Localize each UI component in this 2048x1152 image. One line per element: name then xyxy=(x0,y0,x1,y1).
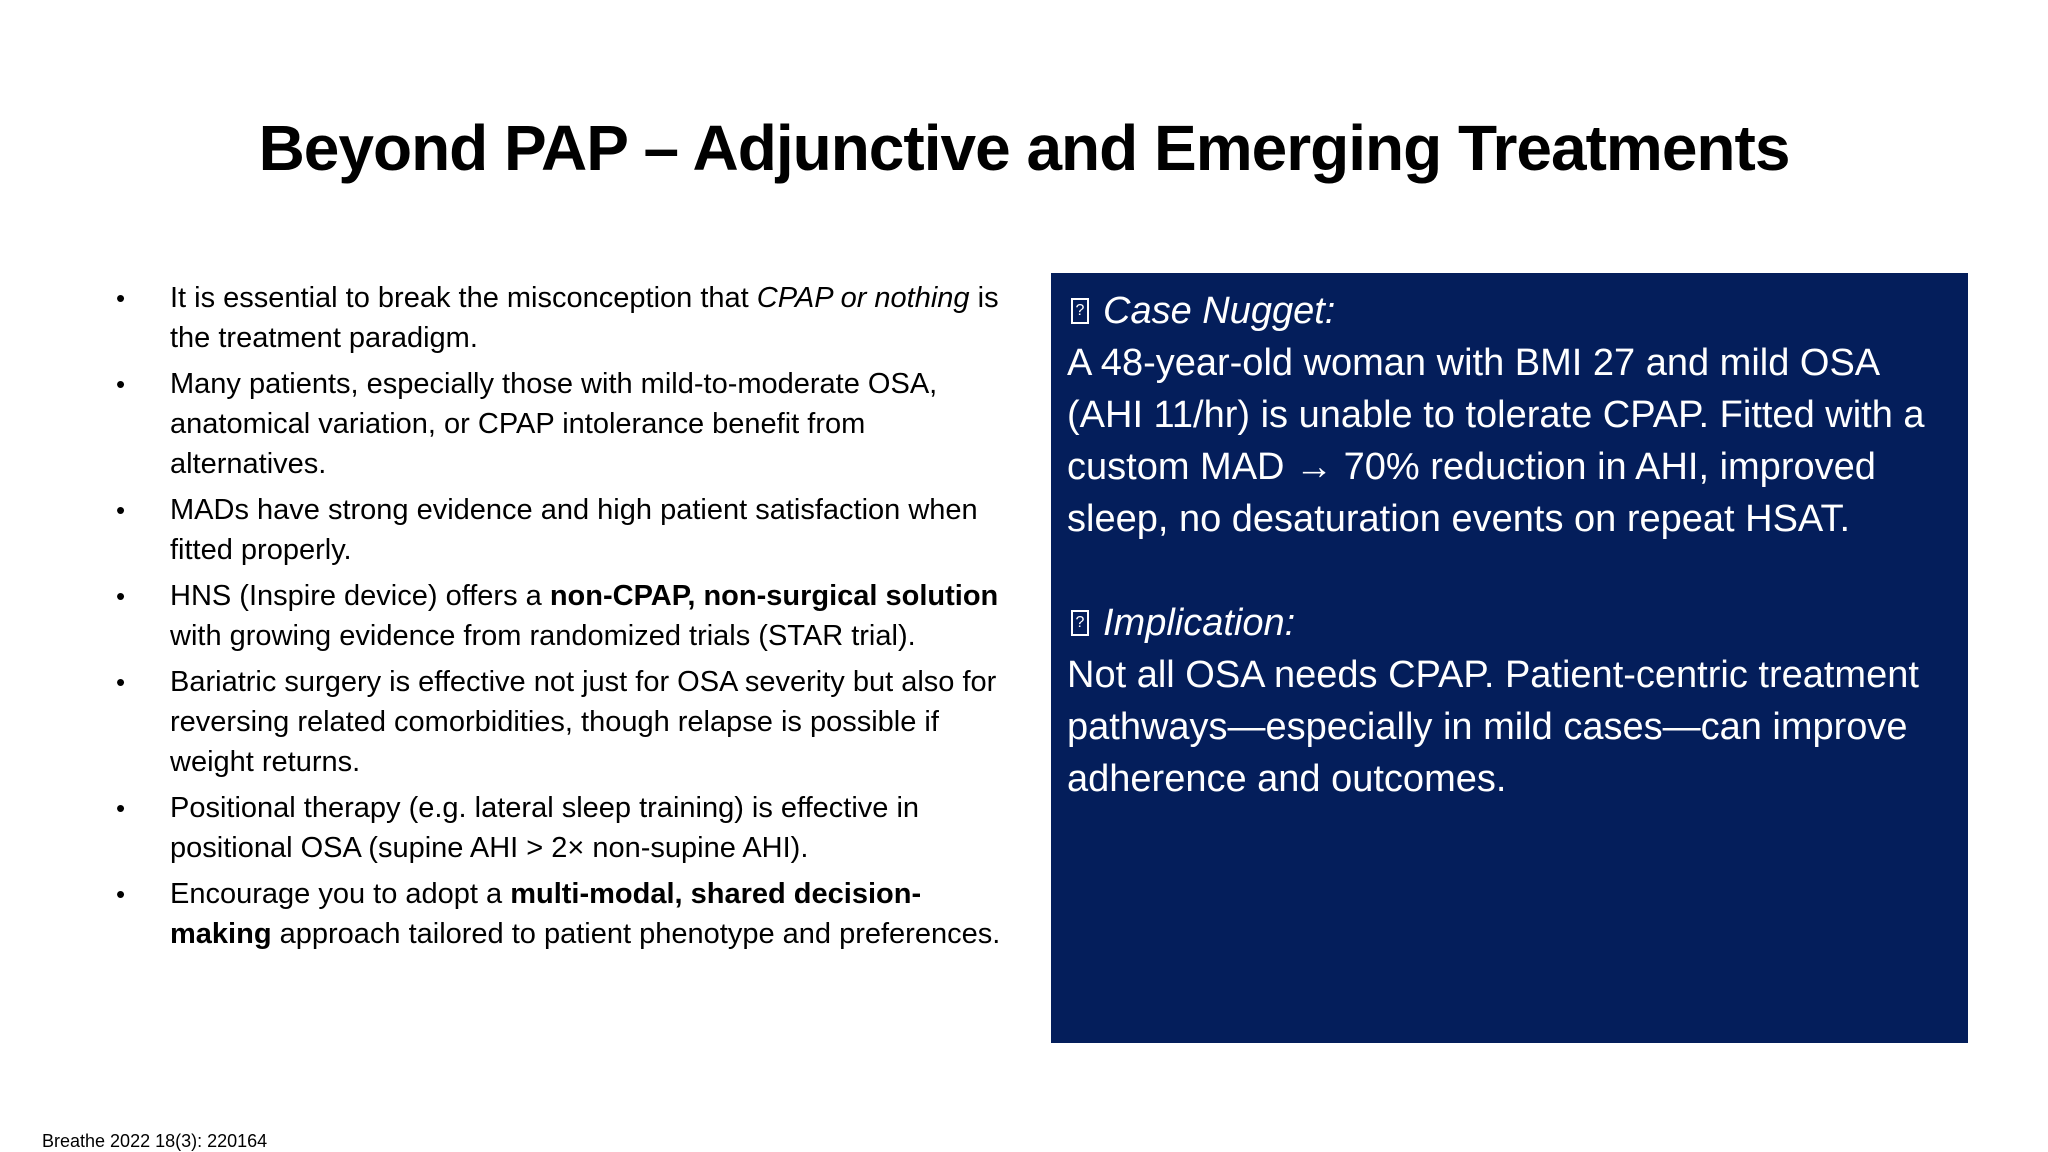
bullet-item xyxy=(116,490,1016,570)
footnote-citation: Breathe 2022 18(3): 220164 xyxy=(42,1131,268,1151)
bullet-text-part: HNS (Inspire device) offers a xyxy=(170,580,550,612)
bullet-item xyxy=(116,874,1016,954)
implication-heading xyxy=(1067,597,1952,649)
implication-heading-text: Implication: xyxy=(1103,602,1296,644)
case-nugget-heading-text: Case Nugget: xyxy=(1103,290,1336,332)
bullet-dot-icon: • xyxy=(116,879,126,909)
bullet-text-part: It is essential to break the misconception that xyxy=(170,282,757,314)
case-nugget-heading xyxy=(1067,285,1952,337)
bullet-text-part: is the treatment paradigm. xyxy=(170,282,999,354)
bullet-dot-icon: • xyxy=(116,495,126,525)
bullet-text-part: Many patients, especially those with mild-to-moderate OSA, anatomical variation, or CPAP intolerance benefit from alternatives. xyxy=(170,368,938,480)
slide-title: Beyond PAP – Adjunctive and Emerging Treatments xyxy=(258,112,1790,184)
bullet-item xyxy=(116,662,1016,782)
placeholder-icon: ? xyxy=(1071,610,1089,636)
bullet-dot-icon: • xyxy=(116,581,126,611)
bullet-text-part: CPAP or nothing xyxy=(756,282,970,314)
implication-text: Not all OSA needs CPAP. Patient-centric treatment pathways—especially in mild cases—can improve adherence and outcomes. xyxy=(1067,654,1919,800)
bullet-dot-icon: • xyxy=(116,369,126,399)
bullet-item xyxy=(116,576,1016,656)
bullet-text-part: Bariatric surgery is effective not just for OSA severity but also for reversing related comorbidities, though relapse is possible if weight returns. xyxy=(170,666,997,778)
bullet-item xyxy=(116,788,1016,868)
bullet-dot-icon: • xyxy=(116,667,126,697)
placeholder-icon: ? xyxy=(1071,298,1089,324)
bullet-text-part: multi-modal, shared decision-making xyxy=(170,878,922,950)
bullet-item xyxy=(116,364,1016,484)
panel-spacer xyxy=(1067,545,1952,597)
bullet-item xyxy=(116,278,1016,358)
bullet-dot-icon: • xyxy=(116,283,126,313)
bullet-text-part: with growing evidence from randomized trials (STAR trial). xyxy=(170,620,916,652)
bullet-list xyxy=(116,278,1016,960)
case-nugget-text: A 48-year-old woman with BMI 27 and mild OSA (AHI 11/hr) is unable to tolerate CPAP. Fitted with a custom MAD → 70% reduction in AHI, improved sleep, no desaturation events on repeat HSAT. xyxy=(1067,342,1925,540)
case-nugget-panel xyxy=(1051,273,1968,1043)
bullet-text-part: Encourage you to adopt a xyxy=(170,878,511,910)
bullet-text-part: approach tailored to patient phenotype and preferences. xyxy=(271,918,1001,950)
bullet-text-part: Positional therapy (e.g. lateral sleep training) is effective in positional OSA (supine AHI > 2× non-supine AHI). xyxy=(170,792,920,864)
bullet-text-part: MADs have strong evidence and high patient satisfaction when fitted properly. xyxy=(170,494,978,566)
bullet-dot-icon: • xyxy=(116,793,126,823)
bullet-text-part: non-CPAP, non-surgical solution xyxy=(549,580,999,612)
